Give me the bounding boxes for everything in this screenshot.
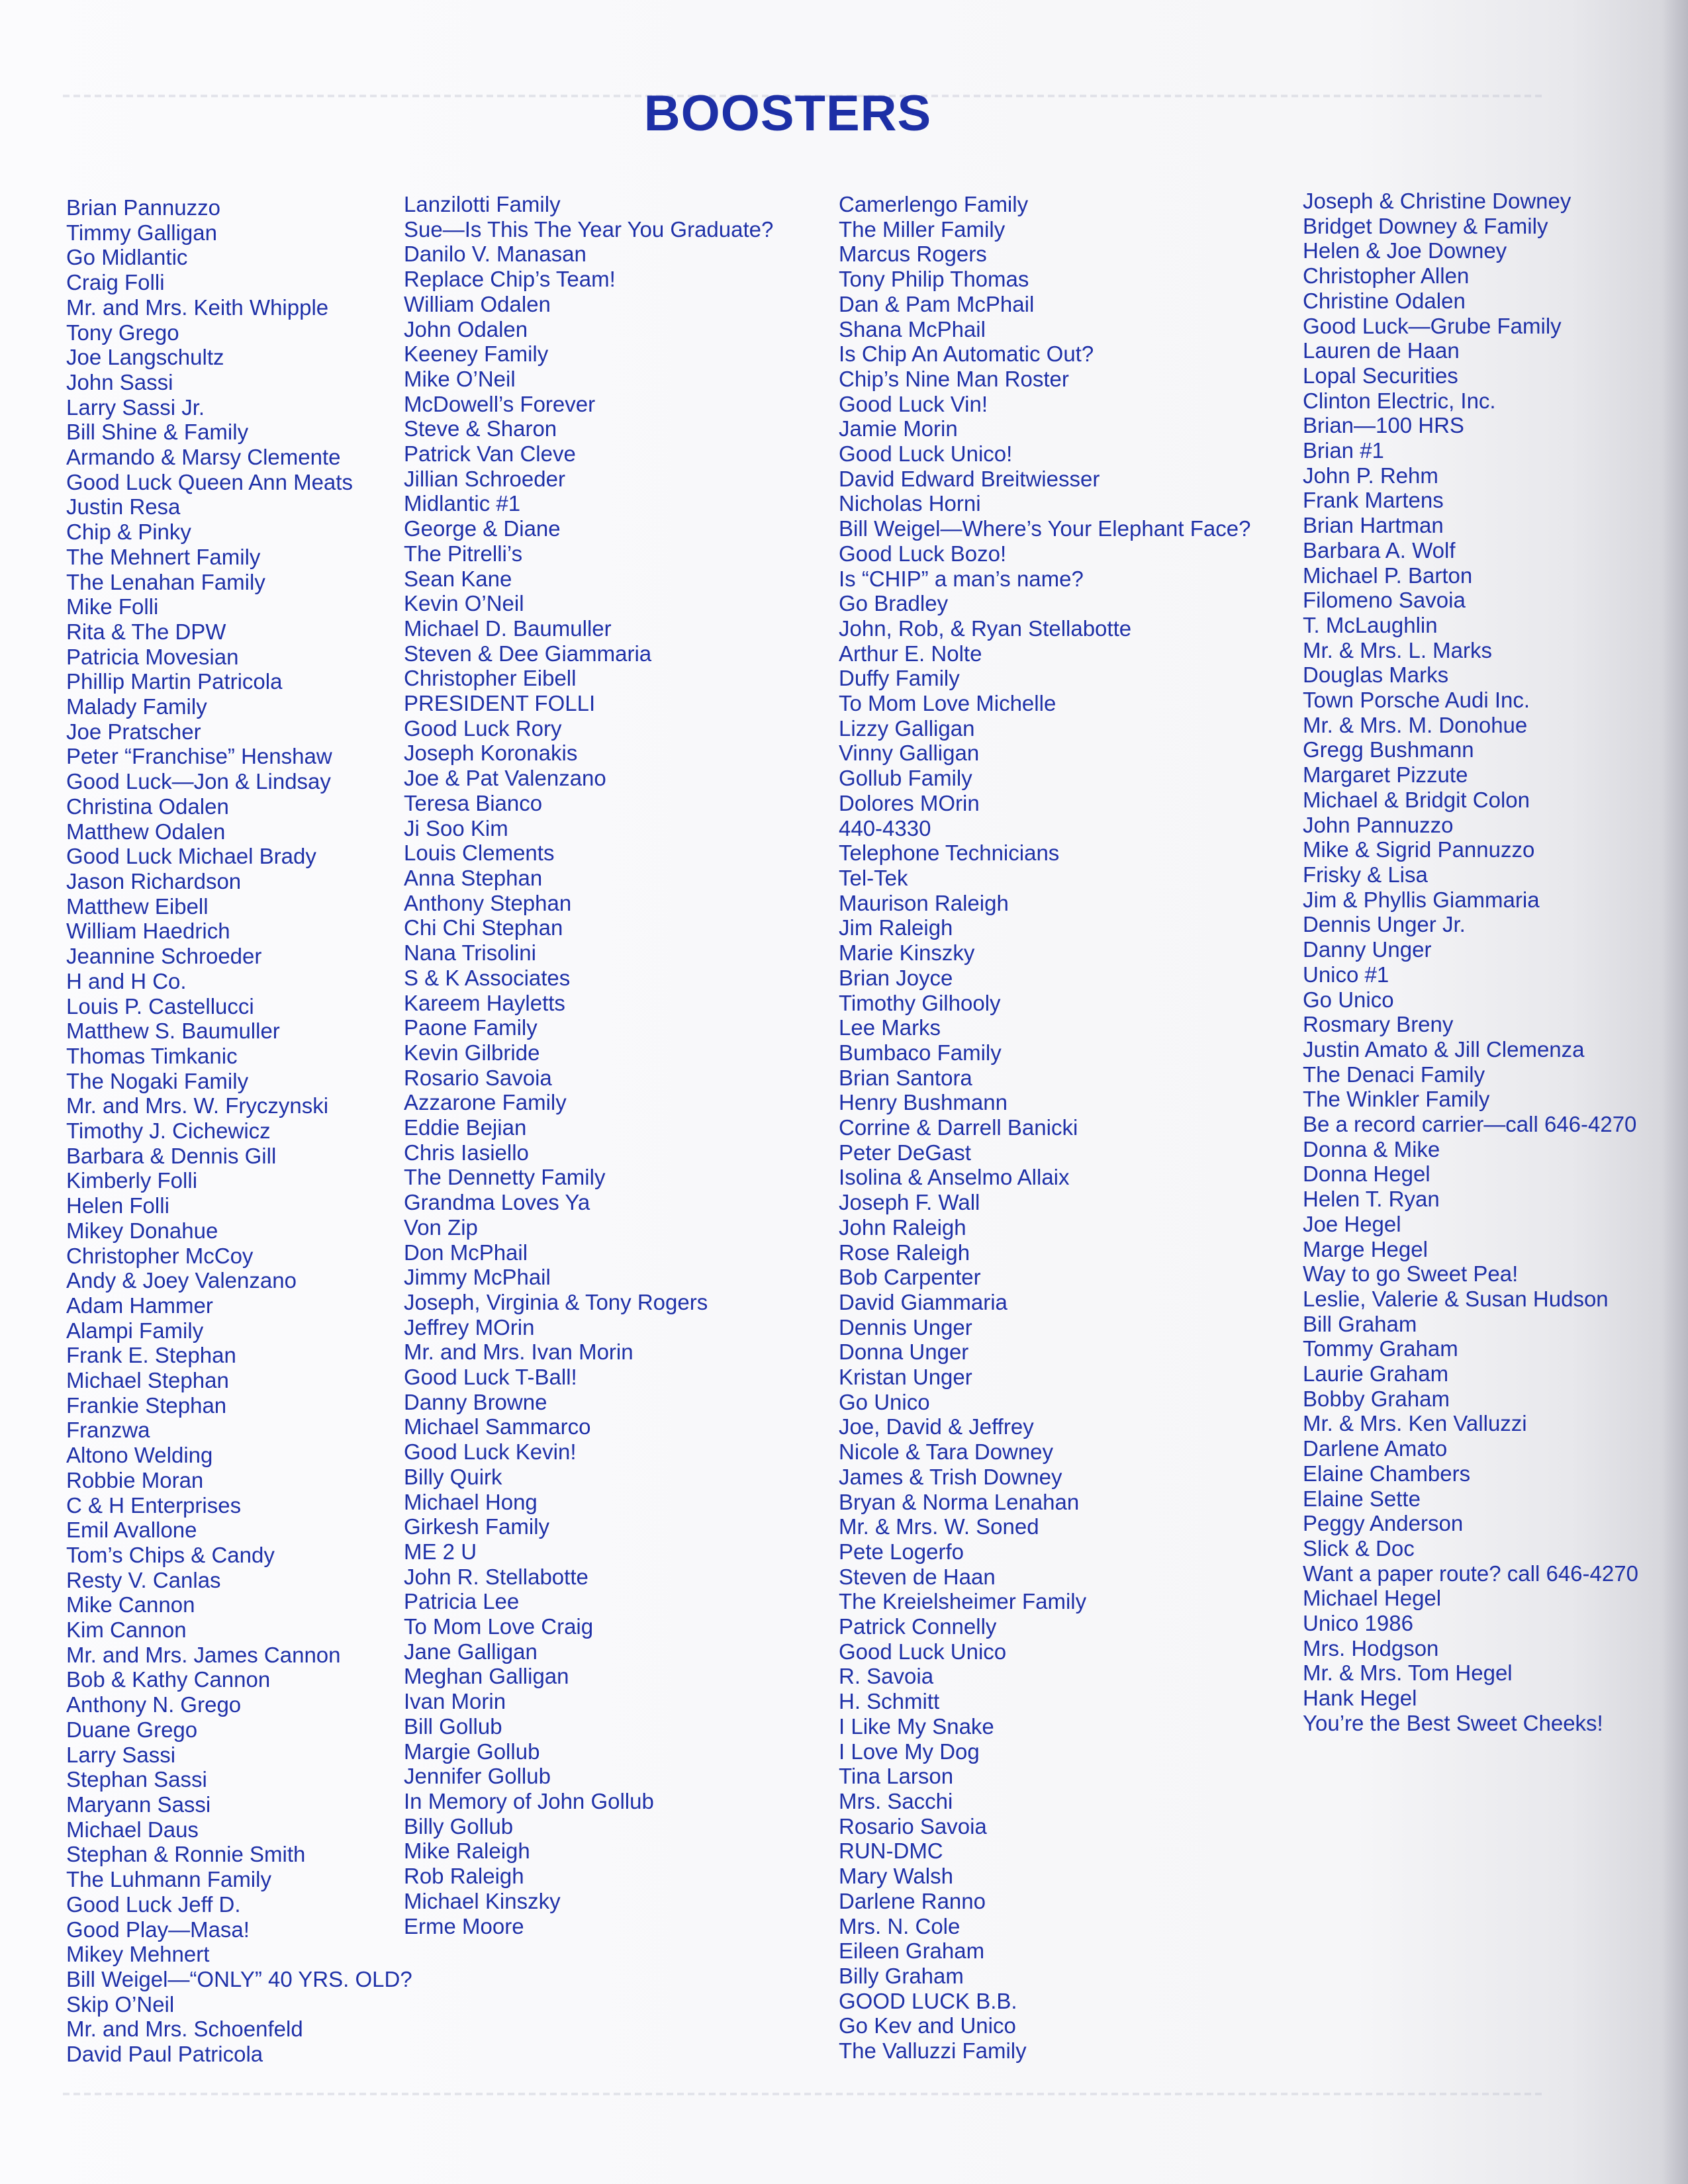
booster-entry: Louis P. Castellucci: [66, 993, 254, 1019]
booster-entry: Skip O’Neil: [66, 1991, 175, 2017]
booster-entry: Barbara A. Wolf: [1303, 537, 1456, 563]
booster-entry: Lopal Securities: [1303, 363, 1458, 388]
booster-entry: Marcus Rogers: [839, 242, 987, 267]
booster-entry: Arthur E. Nolte: [839, 641, 982, 666]
bottom-border-rule: [63, 2093, 1542, 2095]
booster-entry: Clinton Electric, Inc.: [1303, 388, 1496, 413]
booster-entry: Kevin Gilbride: [404, 1040, 540, 1065]
booster-entry: The Winkler Family: [1303, 1087, 1490, 1112]
booster-entry: Be a record carrier—call 646-4270: [1303, 1112, 1637, 1137]
booster-entry: Maurison Raleigh: [839, 890, 1009, 915]
booster-entry: H and H Co.: [66, 968, 187, 993]
booster-entry: Hank Hegel: [1303, 1686, 1417, 1711]
booster-entry: Michael P. Barton: [1303, 563, 1473, 588]
booster-entry: George & Diane: [404, 516, 561, 541]
booster-entry: S & K Associates: [404, 965, 571, 990]
booster-entry: John P. Rehm: [1303, 463, 1438, 488]
booster-entry: Grandma Loves Ya: [404, 1190, 590, 1215]
booster-entry: Nana Trisolini: [404, 940, 536, 966]
booster-entry: Good Luck Unico: [839, 1639, 1007, 1664]
booster-entry: H. Schmitt: [839, 1689, 940, 1714]
booster-entry: Stephan Sassi: [66, 1767, 207, 1792]
booster-entry: Michael Daus: [66, 1817, 199, 1842]
booster-entry: Mike & Sigrid Pannuzzo: [1303, 837, 1535, 862]
booster-entry: Christine Odalen: [1303, 288, 1466, 313]
booster-entry: Lizzy Galligan: [839, 715, 975, 741]
booster-entry: C & H Enterprises: [66, 1492, 242, 1518]
booster-entry: Larry Sassi Jr.: [66, 394, 205, 420]
booster-entry: Helen & Joe Downey: [1303, 238, 1507, 263]
booster-entry: Dennis Unger: [839, 1314, 972, 1340]
booster-entry: Emil Avallone: [66, 1518, 197, 1543]
booster-entry: John Odalen: [404, 316, 528, 341]
booster-entry: Azzarone Family: [404, 1090, 567, 1115]
booster-entry: The Denaci Family: [1303, 1062, 1485, 1087]
booster-entry: Erme Moore: [404, 1913, 524, 1938]
booster-entry: Timothy J. Cichewicz: [66, 1118, 271, 1144]
booster-entry: Michael Stephan: [66, 1368, 229, 1393]
booster-entry: ME 2 U: [404, 1539, 477, 1564]
booster-entry: Chi Chi Stephan: [404, 915, 563, 940]
booster-entry: The Luhmann Family: [66, 1867, 271, 1892]
booster-entry: Mike O’Neil: [404, 366, 516, 391]
booster-entry: Girkesh Family: [404, 1514, 550, 1539]
booster-entry: Michael Kinszky: [404, 1888, 561, 1913]
booster-entry: Bumbaco Family: [839, 1040, 1002, 1065]
booster-entry: Leslie, Valerie & Susan Hudson: [1303, 1286, 1609, 1311]
booster-entry: Matthew Eibell: [66, 893, 209, 919]
booster-entry: Bob & Kathy Cannon: [66, 1667, 271, 1692]
booster-entry: The Kreielsheimer Family: [839, 1589, 1087, 1614]
booster-entry: Thomas Timkanic: [66, 1043, 238, 1068]
booster-entry: Tel-Tek: [839, 865, 908, 890]
booster-entry: Corrine & Darrell Banicki: [839, 1115, 1078, 1140]
booster-column-3: [839, 192, 1250, 2064]
booster-entry: Camerlengo Family: [839, 192, 1029, 216]
booster-entry: Louis Clements: [404, 841, 555, 866]
booster-entry: Mr. and Mrs. W. Fryczynski: [66, 1093, 329, 1118]
booster-entry: Frisky & Lisa: [1303, 862, 1428, 887]
booster-entry: Go Unico: [1303, 987, 1394, 1012]
booster-entry: Go Kev and Unico: [839, 2013, 1016, 2038]
booster-entry: Good Luck Kevin!: [404, 1439, 577, 1465]
booster-entry: Rob Raleigh: [404, 1864, 524, 1889]
booster-entry: The Dennetty Family: [404, 1165, 606, 1190]
booster-entry: Brian #1: [1303, 438, 1384, 463]
booster-entry: I Love My Dog: [839, 1739, 980, 1764]
booster-entry: Good Luck Rory: [404, 715, 562, 741]
booster-entry: Timmy Galligan: [66, 220, 217, 245]
booster-entry: Donna Hegel: [1303, 1161, 1430, 1187]
booster-entry: Tony Grego: [66, 320, 179, 345]
booster-entry: Adam Hammer: [66, 1293, 213, 1318]
booster-entry: Eileen Graham: [839, 1938, 985, 1964]
booster-entry: Anthony N. Grego: [66, 1692, 242, 1717]
booster-entry: Jason Richardson: [66, 868, 242, 893]
booster-entry: Pete Logerfo: [839, 1539, 964, 1564]
booster-entry: Douglas Marks: [1303, 662, 1449, 688]
booster-entry: Brian Santora: [839, 1065, 972, 1090]
booster-entry: GOOD LUCK B.B.: [839, 1988, 1017, 2013]
booster-entry: Marie Kinszky: [839, 940, 975, 966]
booster-entry: Stephan & Ronnie Smith: [66, 1842, 306, 1867]
booster-entry: Rosario Savoia: [404, 1065, 552, 1090]
booster-entry: Dennis Unger Jr.: [1303, 912, 1466, 937]
booster-entry: The Mehnert Family: [66, 544, 261, 569]
booster-entry: Michael Hegel: [1303, 1586, 1442, 1611]
booster-entry: PRESIDENT FOLLI: [404, 691, 596, 716]
booster-entry: Joe Hegel: [1303, 1211, 1401, 1236]
booster-entry: Mr. & Mrs. L. Marks: [1303, 637, 1493, 662]
booster-entry: Bridget Downey & Family: [1303, 213, 1548, 238]
booster-entry: Patricia Lee: [404, 1589, 520, 1614]
booster-entry: Jillian Schroeder: [404, 466, 565, 491]
booster-entry: John R. Stellabotte: [404, 1564, 588, 1589]
booster-entry: Helen Folli: [66, 1193, 169, 1218]
booster-entry: Unico #1: [1303, 962, 1389, 987]
booster-entry: Mike Cannon: [66, 1592, 195, 1617]
booster-entry: Bill Weigel—“ONLY” 40 YRS. OLD?: [66, 1966, 412, 1991]
booster-entry: Way to go Sweet Pea!: [1303, 1261, 1519, 1287]
booster-entry: Good Luck Bozo!: [839, 541, 1007, 566]
booster-entry: Justin Amato & Jill Clemenza: [1303, 1036, 1585, 1062]
booster-entry: 440-4330: [839, 815, 931, 841]
booster-entry: Tony Philip Thomas: [839, 267, 1029, 292]
booster-entry: Craig Folli: [66, 270, 165, 295]
booster-entry: Jane Galligan: [404, 1639, 538, 1664]
booster-entry: Patrick Van Cleve: [404, 441, 576, 467]
booster-entry: R. Savoia: [839, 1664, 934, 1689]
booster-entry: Larry Sassi: [66, 1742, 176, 1767]
booster-entry: Andy & Joey Valenzano: [66, 1268, 297, 1293]
booster-entry: Unico 1986: [1303, 1611, 1413, 1636]
booster-entry: Brian—100 HRS: [1303, 413, 1464, 438]
booster-entry: Kevin O’Neil: [404, 591, 524, 616]
booster-column-1: [66, 195, 412, 2067]
booster-entry: Good Luck Vin!: [839, 391, 988, 416]
booster-entry: Timothy Gilhooly: [839, 990, 1001, 1015]
booster-entry: Tina Larson: [839, 1764, 954, 1789]
booster-entry: Good Luck Michael Brady: [66, 844, 316, 869]
booster-entry: Isolina & Anselmo Allaix: [839, 1165, 1070, 1190]
booster-entry: To Mom Love Michelle: [839, 691, 1056, 716]
booster-entry: Phillip Martin Patricola: [66, 669, 283, 694]
booster-entry: Darlene Ranno: [839, 1888, 986, 1913]
booster-entry: Michael Sammarco: [404, 1414, 591, 1439]
booster-entry: To Mom Love Craig: [404, 1614, 594, 1639]
booster-entry: Joe Pratscher: [66, 719, 201, 744]
booster-entry: Joe Langschultz: [66, 345, 224, 370]
booster-entry: Is Chip An Automatic Out?: [839, 341, 1094, 367]
booster-entry: Billy Graham: [839, 1963, 964, 1988]
booster-entry: Dan & Pam McPhail: [839, 291, 1035, 316]
booster-entry: Nicole & Tara Downey: [839, 1439, 1054, 1465]
booster-entry: RUN-DMC: [839, 1839, 943, 1864]
booster-entry: Christopher McCoy: [66, 1243, 254, 1268]
booster-entry: Patricia Movesian: [66, 644, 239, 669]
booster-entry: Mike Raleigh: [404, 1839, 530, 1864]
booster-entry: Michael D. Baumuller: [404, 615, 612, 641]
booster-entry: Mrs. N. Cole: [839, 1913, 961, 1938]
booster-entry: Good Luck—Grube Family: [1303, 313, 1562, 338]
booster-entry: Sean Kane: [404, 566, 512, 591]
booster-entry: The Pitrelli’s: [404, 541, 523, 566]
booster-entry: Sue—Is This The Year You Graduate?: [404, 216, 774, 242]
booster-entry: Michael & Bridgit Colon: [1303, 787, 1530, 812]
booster-entry: Mikey Mehnert: [66, 1942, 210, 1967]
booster-entry: Keeney Family: [404, 341, 549, 367]
booster-entry: Bill Graham: [1303, 1311, 1417, 1336]
booster-entry: Barbara & Dennis Gill: [66, 1143, 277, 1168]
booster-entry: James & Trish Downey: [839, 1464, 1062, 1489]
booster-entry: Mike Folli: [66, 594, 159, 619]
booster-entry: Is “CHIP” a man’s name?: [839, 566, 1084, 591]
booster-entry: The Valluzzi Family: [839, 2038, 1027, 2064]
booster-entry: Danny Browne: [404, 1389, 547, 1414]
booster-entry: Peter “Franchise” Henshaw: [66, 744, 332, 769]
booster-entry: Mrs. Hodgson: [1303, 1635, 1439, 1661]
booster-entry: Mikey Donahue: [66, 1218, 218, 1243]
booster-entry: John Sassi: [66, 369, 173, 394]
booster-entry: Ivan Morin: [404, 1689, 506, 1714]
booster-entry: Jamie Morin: [839, 416, 958, 441]
booster-entry: Lanzilotti Family: [404, 192, 561, 216]
page-title: BOOSTERS: [643, 85, 932, 142]
booster-entry: Von Zip: [404, 1214, 478, 1240]
booster-entry: Brian Joyce: [839, 965, 953, 990]
booster-entry: Telephone Technicians: [839, 841, 1060, 866]
booster-entry: Joe, David & Jeffrey: [839, 1414, 1034, 1439]
booster-entry: Laurie Graham: [1303, 1361, 1449, 1387]
booster-entry: You’re the Best Sweet Cheeks!: [1303, 1710, 1603, 1735]
booster-entry: Bob Carpenter: [839, 1265, 981, 1290]
booster-entry: Jim Raleigh: [839, 915, 953, 940]
booster-entry: Donna Unger: [839, 1340, 969, 1365]
booster-entry: Jennifer Gollub: [404, 1764, 551, 1789]
booster-entry: Marge Hegel: [1303, 1236, 1428, 1261]
booster-entry: Chris Iasiello: [404, 1140, 529, 1165]
booster-entry: Alampi Family: [66, 1318, 204, 1343]
booster-entry: Midlantic #1: [404, 491, 521, 516]
booster-entry: Elaine Sette: [1303, 1486, 1421, 1511]
booster-entry: Bryan & Norma Lenahan: [839, 1489, 1080, 1514]
booster-entry: Mr. & Mrs. M. Donohue: [1303, 712, 1528, 737]
booster-entry: Good Luck Unico!: [839, 441, 1013, 467]
booster-entry: Patrick Connelly: [839, 1614, 997, 1639]
booster-entry: Good Luck T-Ball!: [404, 1365, 577, 1390]
booster-entry: The Lenahan Family: [66, 569, 265, 594]
booster-entry: Mary Walsh: [839, 1864, 953, 1889]
booster-entry: Anthony Stephan: [404, 890, 572, 915]
booster-entry: Brian Pannuzzo: [66, 195, 220, 220]
booster-entry: Kimberly Folli: [66, 1168, 198, 1193]
booster-entry: Teresa Bianco: [404, 790, 543, 815]
booster-entry: Joe & Pat Valenzano: [404, 766, 606, 791]
booster-entry: Mr. and Mrs. Ivan Morin: [404, 1340, 633, 1365]
booster-entry: Frank Martens: [1303, 488, 1444, 513]
booster-entry: McDowell’s Forever: [404, 391, 596, 416]
booster-entry: Peggy Anderson: [1303, 1511, 1464, 1536]
booster-entry: Peter DeGast: [839, 1140, 971, 1165]
booster-entry: Bobby Graham: [1303, 1386, 1450, 1411]
booster-entry: Good Play—Masa!: [66, 1917, 250, 1942]
booster-entry: Franzwa: [66, 1418, 150, 1443]
booster-entry: Jeannine Schroeder: [66, 944, 262, 969]
booster-entry: Mr. & Mrs. Ken Valluzzi: [1303, 1411, 1527, 1436]
booster-entry: Donna & Mike: [1303, 1136, 1440, 1161]
booster-entry: William Odalen: [404, 291, 551, 316]
booster-entry: Brian Hartman: [1303, 513, 1444, 538]
booster-entry: David Edward Breitwiesser: [839, 466, 1100, 491]
booster-entry: Kim Cannon: [66, 1617, 187, 1643]
booster-entry: Good Luck Jeff D.: [66, 1891, 241, 1917]
booster-column-2: [404, 192, 773, 1938]
booster-entry: Good Luck Queen Ann Meats: [66, 469, 353, 494]
booster-entry: In Memory of John Gollub: [404, 1789, 654, 1813]
booster-entry: Margaret Pizzute: [1303, 762, 1468, 788]
booster-entry: Matthew S. Baumuller: [66, 1019, 280, 1044]
booster-entry: Lee Marks: [839, 1015, 941, 1040]
booster-entry: The Nogaki Family: [66, 1068, 249, 1093]
booster-entry: Mrs. Sacchi: [839, 1789, 953, 1813]
booster-entry: Ji Soo Kim: [404, 815, 508, 841]
booster-entry: Nicholas Horni: [839, 491, 981, 516]
booster-entry: The Miller Family: [839, 216, 1006, 242]
booster-entry: Resty V. Canlas: [66, 1567, 221, 1592]
booster-entry: Frank E. Stephan: [66, 1343, 236, 1368]
booster-entry: Duane Grego: [66, 1717, 198, 1742]
booster-entry: Meghan Galligan: [404, 1664, 569, 1689]
booster-entry: Kareem Hayletts: [404, 990, 565, 1015]
booster-entry: Filomeno Savoia: [1303, 588, 1466, 613]
booster-entry: Good Luck—Jon & Lindsay: [66, 769, 331, 794]
booster-entry: Go Bradley: [839, 591, 949, 616]
booster-entry: Rita & The DPW: [66, 619, 226, 644]
booster-entry: Justin Resa: [66, 494, 181, 520]
booster-entry: Joseph Koronakis: [404, 741, 578, 766]
booster-entry: Mr. & Mrs. Tom Hegel: [1303, 1661, 1513, 1686]
booster-entry: Billy Gollub: [404, 1813, 514, 1839]
booster-entry: Town Porsche Audi Inc.: [1303, 688, 1530, 713]
booster-entry: Steve & Sharon: [404, 416, 557, 441]
booster-entry: Chip’s Nine Man Roster: [839, 366, 1069, 391]
booster-entry: John Raleigh: [839, 1214, 966, 1240]
booster-entry: Danilo V. Manasan: [404, 242, 586, 267]
booster-entry: Helen T. Ryan: [1303, 1187, 1440, 1212]
booster-entry: Gregg Bushmann: [1303, 737, 1474, 762]
booster-entry: Don McPhail: [404, 1240, 528, 1265]
booster-entry: Christina Odalen: [66, 794, 229, 819]
booster-entry: Chip & Pinky: [66, 520, 191, 545]
booster-entry: Billy Quirk: [404, 1464, 502, 1489]
booster-entry: Mr. and Mrs. James Cannon: [66, 1642, 341, 1667]
booster-entry: Michael Hong: [404, 1489, 538, 1514]
booster-entry: Mr. and Mrs. Schoenfeld: [66, 2017, 303, 2042]
booster-entry: Want a paper route? call 646-4270: [1303, 1561, 1638, 1586]
booster-entry: Rosmary Breny: [1303, 1012, 1454, 1037]
booster-entry: Mr. & Mrs. W. Soned: [839, 1514, 1039, 1539]
booster-entry: Maryann Sassi: [66, 1792, 211, 1817]
booster-entry: William Haedrich: [66, 919, 230, 944]
booster-entry: Jim & Phyllis Giammaria: [1303, 887, 1540, 912]
booster-entry: Tom’s Chips & Candy: [66, 1542, 275, 1567]
booster-entry: Christopher Eibell: [404, 666, 577, 691]
booster-entry: Eddie Bejian: [404, 1115, 527, 1140]
booster-entry: Kristan Unger: [839, 1365, 972, 1390]
booster-entry: T. McLaughlin: [1303, 612, 1438, 637]
booster-entry: Margie Gollub: [404, 1739, 540, 1764]
booster-entry: Go Midlantic: [66, 245, 188, 270]
booster-entry: Go Unico: [839, 1389, 930, 1414]
booster-entry: Gollub Family: [839, 766, 972, 791]
booster-entry: Armando & Marsy Clemente: [66, 445, 341, 470]
booster-entry: Tommy Graham: [1303, 1336, 1458, 1361]
booster-entry: Dolores MOrin: [839, 790, 980, 815]
booster-entry: Rosario Savoia: [839, 1813, 987, 1839]
booster-entry: Replace Chip’s Team!: [404, 267, 616, 292]
booster-entry: Frankie Stephan: [66, 1392, 227, 1418]
booster-entry: Jeffrey MOrin: [404, 1314, 535, 1340]
booster-entry: Matthew Odalen: [66, 819, 226, 844]
page-edge-shadow: [1662, 0, 1688, 2184]
booster-entry: Malady Family: [66, 694, 207, 719]
booster-entry: Bill Shine & Family: [66, 420, 249, 445]
booster-entry: Slick & Doc: [1303, 1535, 1415, 1561]
booster-entry: Rose Raleigh: [839, 1240, 970, 1265]
booster-entry: John, Rob, & Ryan Stellabotte: [839, 615, 1132, 641]
booster-entry: Robbie Moran: [66, 1467, 204, 1492]
booster-entry: Joseph, Virginia & Tony Rogers: [404, 1289, 708, 1314]
booster-entry: Bill Gollub: [404, 1713, 502, 1739]
booster-entry: Bill Weigel—Where’s Your Elephant Face?: [839, 516, 1251, 541]
booster-entry: Joseph & Christine Downey: [1303, 189, 1571, 213]
booster-entry: Jimmy McPhail: [404, 1265, 551, 1290]
booster-entry: Christopher Allen: [1303, 263, 1470, 289]
booster-entry: Vinny Galligan: [839, 741, 980, 766]
booster-entry: Altono Welding: [66, 1443, 213, 1468]
booster-entry: Darlene Amato: [1303, 1436, 1448, 1461]
booster-entry: Duffy Family: [839, 666, 960, 691]
booster-entry: David Giammaria: [839, 1289, 1008, 1314]
booster-entry: David Paul Patricola: [66, 2042, 263, 2067]
booster-column-4: [1303, 189, 1675, 1736]
booster-entry: Steven & Dee Giammaria: [404, 641, 652, 666]
booster-entry: Paone Family: [404, 1015, 538, 1040]
booster-entry: John Pannuzzo: [1303, 812, 1454, 837]
booster-entry: Anna Stephan: [404, 865, 543, 890]
booster-entry: Elaine Chambers: [1303, 1461, 1471, 1486]
booster-entry: Danny Unger: [1303, 937, 1432, 962]
booster-entry: I Like My Snake: [839, 1713, 994, 1739]
booster-entry: Steven de Haan: [839, 1564, 996, 1589]
booster-entry: Mr. and Mrs. Keith Whipple: [66, 295, 329, 320]
booster-entry: Lauren de Haan: [1303, 338, 1460, 363]
booster-entry: Joseph F. Wall: [839, 1190, 980, 1215]
booster-entry: Henry Bushmann: [839, 1090, 1008, 1115]
booster-entry: Shana McPhail: [839, 316, 986, 341]
